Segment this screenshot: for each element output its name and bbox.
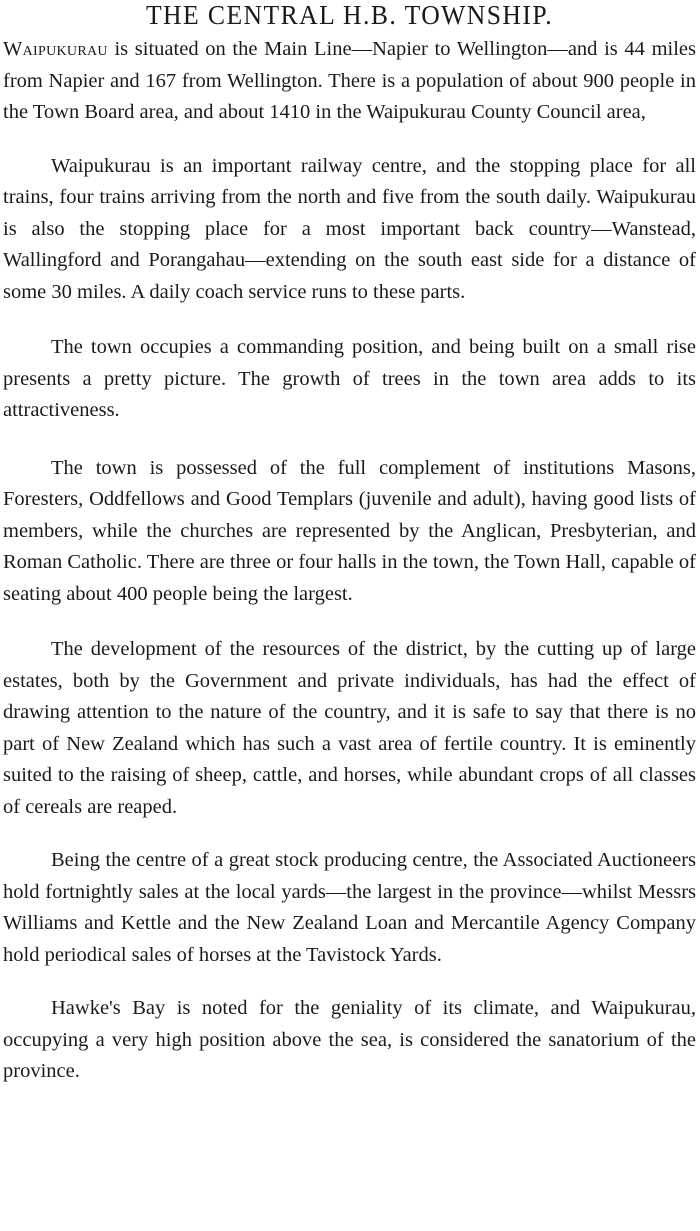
paragraph-climate: Hawke's Bay is noted for the geniality of its climate, and Waipukurau, occupying a very high position above the sea, is considered the sanatorium of the province. [3, 997, 696, 1082]
paragraph-stock-sales: Being the centre of a great stock producing centre, the Associated Auctioneers hold fortnightly sales at the local yards—the largest in the province—whilst Messrs Williams and Kettle and the New Zealand Loan and Mercantile Agency Company hold periodical sales of horses at the Tavistock Yards. [3, 849, 696, 966]
paragraph-town-position: The town occupies a commanding position, and being built on a small rise presents a pretty picture. The growth of trees in the town area adds to its attractiveness. [3, 336, 696, 421]
paragraph-text: is situated on the Main Line—Napier to Wellington—and is 44 miles from Napier and 167 from Wellington. There is a population of about 900 people in the Town Board area, and about 1410 in the Waipukurau County Council area, [3, 38, 696, 123]
paragraph-institutions: The town is possessed of the full complement of institutions Masons, Foresters, Oddfellows and Good Templars (juvenile and adult), having good lists of members, while the churches are represented by the Anglican, Presbyterian, and Roman Catholic. There are three or four halls in the town, the Town Hall, capable of seating about 400 people being the largest. [3, 456, 696, 605]
paragraph-development: The development of the resources of the district, by the cutting up of large estates, both by the Government and private individuals, has had the effect of drawing attention to the nature of the country, and it is safe to say that there is no part of New Zealand which has such a vast area of fertile country. It is eminently suited to the raising of sheep, cattle, and horses, while abundant crops of all classes of cereals are reaped. [3, 638, 696, 818]
paragraph-location [3, 34, 696, 129]
paragraph-railway: Waipukurau is an important railway centre, and the stopping place for all trains, four trains arriving from the north and five from the south daily. Waipukurau is also the stopping place for a most important back country—Wanstead, Wallingford and Porangahau—extending on the south east side for a distance of some 30 miles. A daily coach service runs to these parts. [3, 154, 696, 303]
article-title: THE CENTRAL H.B. TOWNSHIP. [145, 0, 554, 30]
paragraph-lead-word: Waipukurau [3, 38, 108, 60]
